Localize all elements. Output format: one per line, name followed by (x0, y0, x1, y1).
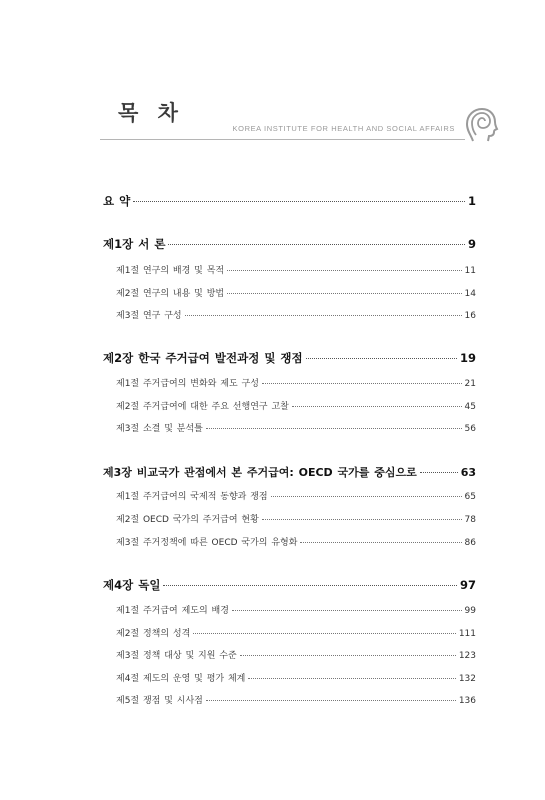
toc-entry-label: 제4절 제도의 운영 및 평가 체계 (116, 674, 246, 684)
toc-entry-label: 제2장 한국 주거급여 발전과정 및 쟁점 (103, 351, 303, 365)
toc-entry-label: 제1절 주거급여의 국제적 동향과 쟁점 (116, 492, 268, 502)
toc-entry-section-2-2[interactable] (116, 399, 476, 412)
toc-entry-page: 19 (459, 351, 476, 365)
toc-entry-page: 45 (464, 402, 476, 412)
toc-entry-label: 제3절 주거정책에 따른 OECD 국가의 유형화 (116, 538, 298, 548)
dot-leader (300, 542, 461, 543)
toc-entry-section-3-2[interactable] (116, 512, 476, 525)
toc-entry-chapter-1[interactable] (103, 236, 476, 252)
toc-entry-section-4-3[interactable] (116, 648, 476, 661)
toc-entry-label: 제3장 비교국가 관점에서 본 주거급여: OECD 국가를 중심으로 (103, 466, 417, 479)
toc-entry-chapter-4[interactable] (103, 577, 476, 593)
toc-entry-label: 제2절 연구의 내용 및 방법 (116, 289, 225, 299)
page-title: 목 차 (118, 101, 184, 125)
institute-name: KOREA INSTITUTE FOR HEALTH AND SOCIAL AFFAIRS (232, 124, 455, 133)
dot-leader (133, 201, 465, 202)
toc-entry-page: 11 (464, 266, 476, 276)
toc-entry-section-4-5[interactable] (116, 693, 476, 706)
toc-entry-page: 86 (464, 538, 476, 548)
head-profile-logo-icon (463, 105, 499, 145)
toc-entry-section-1-3[interactable] (116, 308, 476, 321)
dot-leader (292, 406, 462, 407)
toc-entry-page: 9 (467, 237, 476, 251)
toc-entry-label: 제2절 OECD 국가의 주거급여 현황 (116, 515, 259, 525)
toc-entry-chapter-3[interactable] (103, 464, 476, 480)
toc-entry-label: 제3절 연구 구성 (116, 311, 182, 321)
toc-entry-label: 제1절 주거급여 제도의 배경 (116, 606, 229, 616)
toc-entry-section-3-3[interactable] (116, 535, 476, 548)
dot-leader (206, 428, 462, 429)
toc-entry-section-4-2[interactable] (116, 626, 476, 639)
toc-entry-page: 111 (458, 629, 476, 639)
dot-leader (306, 358, 457, 359)
toc-entry-page: 65 (464, 492, 476, 502)
dot-leader (227, 270, 461, 271)
toc-entry-label: 제3절 정책 대상 및 지원 수준 (116, 651, 237, 661)
toc-entry-label: 제1절 연구의 배경 및 목적 (116, 266, 225, 276)
toc-entry-page: 132 (458, 674, 476, 684)
dot-leader (248, 678, 455, 679)
dot-leader (262, 383, 462, 384)
dot-leader (232, 610, 462, 611)
toc-entry-page: 99 (464, 606, 476, 616)
toc-entry-page: 1 (467, 194, 476, 208)
toc-entry-page: 78 (464, 515, 476, 525)
toc-entry-section-2-3[interactable] (116, 421, 476, 434)
toc-entry-page: 56 (464, 424, 476, 434)
toc-entry-summary[interactable] (103, 193, 476, 209)
toc-entry-label: 제5절 쟁점 및 시사점 (116, 696, 203, 706)
toc-entry-section-1-2[interactable] (116, 286, 476, 299)
toc-entry-section-4-4[interactable] (116, 671, 476, 684)
toc-entry-label: 제1장 서 론 (103, 237, 166, 251)
toc-entry-label: 제2절 정책의 성격 (116, 629, 191, 639)
toc-entry-page: 136 (458, 696, 476, 706)
toc-entry-page: 14 (464, 289, 476, 299)
toc-entry-label: 제2절 주거급여에 대한 주요 선행연구 고찰 (116, 402, 289, 412)
toc-entry-label: 제4장 독일 (103, 578, 161, 592)
toc-entry-label: 요 약 (103, 194, 131, 208)
toc-entry-section-1-1[interactable] (116, 263, 476, 276)
dot-leader (262, 519, 462, 520)
dot-leader (271, 496, 462, 497)
dot-leader (420, 472, 458, 473)
dot-leader (185, 315, 462, 316)
dot-leader (206, 700, 456, 701)
toc-entry-label: 제3절 소결 및 분석틀 (116, 424, 203, 434)
toc-entry-page: 21 (464, 379, 476, 389)
dot-leader (240, 655, 456, 656)
toc-entry-label: 제1절 주거급여의 변화와 제도 구성 (116, 379, 259, 389)
toc-entry-section-2-1[interactable] (116, 376, 476, 389)
dot-leader (163, 585, 457, 586)
toc-entry-page: 63 (460, 466, 476, 479)
toc-entry-page: 123 (458, 651, 476, 661)
toc-entry-chapter-2[interactable] (103, 350, 476, 366)
header-divider (100, 139, 465, 140)
dot-leader (168, 244, 465, 245)
dot-leader (193, 633, 456, 634)
dot-leader (227, 293, 461, 294)
toc-entry-section-3-1[interactable] (116, 489, 476, 502)
toc-entry-section-4-1[interactable] (116, 603, 476, 616)
toc-entry-page: 16 (464, 311, 476, 321)
toc-entry-page: 97 (459, 578, 476, 592)
